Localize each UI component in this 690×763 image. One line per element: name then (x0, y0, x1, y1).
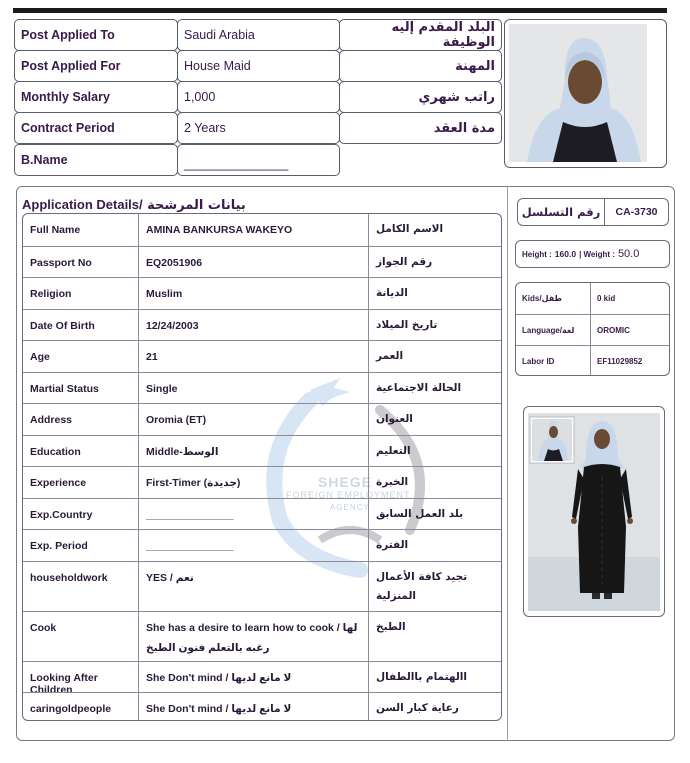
table-row (23, 403, 502, 435)
detail-value: Muslim (139, 278, 369, 309)
info-row (516, 345, 670, 376)
detail-value: EQ2051906 (139, 247, 369, 277)
application-title-en: Application Details/ (22, 197, 143, 212)
detail-label: Age (23, 341, 139, 372)
table-row (23, 529, 502, 561)
detail-arabic: العنوان (376, 413, 413, 425)
detail-arabic: التعليم (376, 445, 411, 457)
detail-arabic: بلد العمل السابق (376, 508, 464, 520)
table-row (23, 246, 502, 277)
detail-value: Oromia (ET) (139, 404, 369, 435)
table-row (23, 435, 502, 466)
detail-arabic: االهتمام باالطفال (376, 671, 467, 683)
detail-value: Single (139, 373, 369, 403)
table-row (23, 309, 502, 340)
serial-label: رقم التسلسل (517, 198, 605, 226)
application-details-table (22, 213, 502, 721)
post-info-value: 2 Years (177, 112, 340, 144)
detail-arabic: العمر (376, 350, 404, 362)
detail-label: Address (23, 404, 139, 435)
post-info-arabic: المهنة (339, 50, 502, 82)
info-value: 0 kid (597, 294, 616, 303)
info-row (516, 283, 670, 314)
application-title-ar: بيانات المرشحة (142, 198, 246, 213)
detail-arabic: الفترة (376, 539, 409, 551)
detail-value: YES / نعم (139, 562, 369, 611)
detail-label: householdwork (23, 562, 139, 611)
detail-arabic: رعاية كبار السن (376, 702, 459, 714)
table-row (23, 372, 502, 403)
detail-value: _______________ (139, 499, 369, 529)
detail-arabic: رقم الجواز (376, 256, 433, 268)
post-info-row (14, 50, 501, 82)
table-row (23, 466, 502, 498)
detail-label: Experience (23, 467, 139, 498)
table-row (23, 340, 502, 372)
detail-value: 21 (139, 341, 369, 372)
detail-label: Cook (23, 612, 139, 661)
post-info-label: B.Name (14, 144, 178, 176)
detail-value: 12/24/2003 (139, 310, 369, 340)
post-info-value: House Maid (177, 50, 340, 82)
post-info-arabic: راتب شهري (339, 81, 502, 113)
table-row (23, 661, 502, 696)
detail-label: Martial Status (23, 373, 139, 403)
watermark-text: AGENCY (330, 503, 370, 512)
detail-label: Looking After Children (23, 662, 139, 692)
detail-value: She has a desire to learn how to cook / لها رغبه بالتعلم فنون الطبخ (139, 612, 369, 661)
detail-label: Date Of Birth (23, 310, 139, 340)
detail-label: Exp.Country (23, 499, 139, 529)
post-info-label: Monthly Salary (14, 81, 178, 113)
height-weight-box (515, 240, 670, 268)
detail-label: Religion (23, 278, 139, 309)
application-title (22, 197, 246, 213)
post-info-value: 1,000 (177, 81, 340, 113)
detail-arabic: تجيد كافة الأعمال المنزلية (376, 571, 468, 602)
table-row (23, 277, 502, 309)
weight-label: | Weight : (579, 249, 615, 259)
sidebar-divider (507, 186, 508, 741)
full-body-photo (523, 406, 665, 617)
post-info-arabic: مدة العقد (339, 112, 502, 144)
detail-value: She Don't mind / لا مانع لديها (139, 693, 369, 721)
detail-arabic: الطبخ (376, 621, 406, 633)
post-info-value: _______________ (177, 144, 340, 176)
detail-arabic: الديانة (376, 287, 408, 299)
detail-arabic: تاريخ الميلاد (376, 319, 438, 331)
table-row (23, 214, 502, 246)
post-info-row (14, 81, 501, 113)
detail-value: She Don't mind / لا مانع لديها (139, 662, 369, 692)
weight-value: 50.0 (617, 248, 640, 260)
post-info-row (14, 19, 501, 51)
post-info-label: Post Applied To (14, 19, 178, 51)
detail-label: Passport No (23, 247, 139, 277)
detail-label: caringoldpeople (23, 693, 139, 721)
table-row (23, 692, 502, 721)
candidate-extra-info (515, 282, 670, 376)
post-info-value: Saudi Arabia (177, 19, 340, 51)
detail-label: Exp. Period (23, 530, 139, 561)
height-value: 160.0 (554, 249, 577, 259)
detail-label: Full Name (23, 214, 139, 246)
table-row (23, 498, 502, 529)
detail-arabic: الاسم الكامل (376, 223, 444, 235)
post-info-row (14, 144, 339, 176)
watermark-text: SHEGE (318, 474, 373, 490)
full-body-illustration (524, 407, 664, 616)
info-label: Labor ID (516, 346, 591, 376)
post-info-arabic: البلد المقدم إليه الوظيفة (339, 19, 502, 51)
table-row (23, 561, 502, 611)
height-label: Height : (522, 249, 552, 259)
portrait-illustration (505, 20, 666, 167)
detail-value: _______________ (139, 530, 369, 561)
info-label: Kids/طفل (516, 283, 591, 314)
info-row (516, 314, 670, 345)
post-info-label: Post Applied For (14, 50, 178, 82)
detail-value: Middle-الوسط (139, 436, 369, 466)
detail-value: First-Timer (جديدة) (139, 467, 369, 498)
post-info-row (14, 112, 501, 144)
post-info-label: Contract Period (14, 112, 178, 144)
table-row (23, 611, 502, 661)
portrait-photo (504, 19, 667, 168)
info-value: OROMIC (597, 325, 630, 335)
top-bar (13, 8, 667, 13)
info-label: Language/لغة (516, 315, 591, 345)
watermark-text: FOREIGN EMPLOYMENT (286, 490, 411, 500)
detail-label: Education (23, 436, 139, 466)
detail-arabic: الخبرة (376, 476, 409, 488)
detail-arabic: الحالة الاجتماعية (376, 382, 462, 394)
detail-value: AMINA BANKURSA WAKEYO (139, 214, 369, 246)
serial-number-box (517, 198, 669, 226)
serial-value: CA-3730 (605, 198, 669, 226)
info-value: EF11029852 (597, 356, 643, 366)
